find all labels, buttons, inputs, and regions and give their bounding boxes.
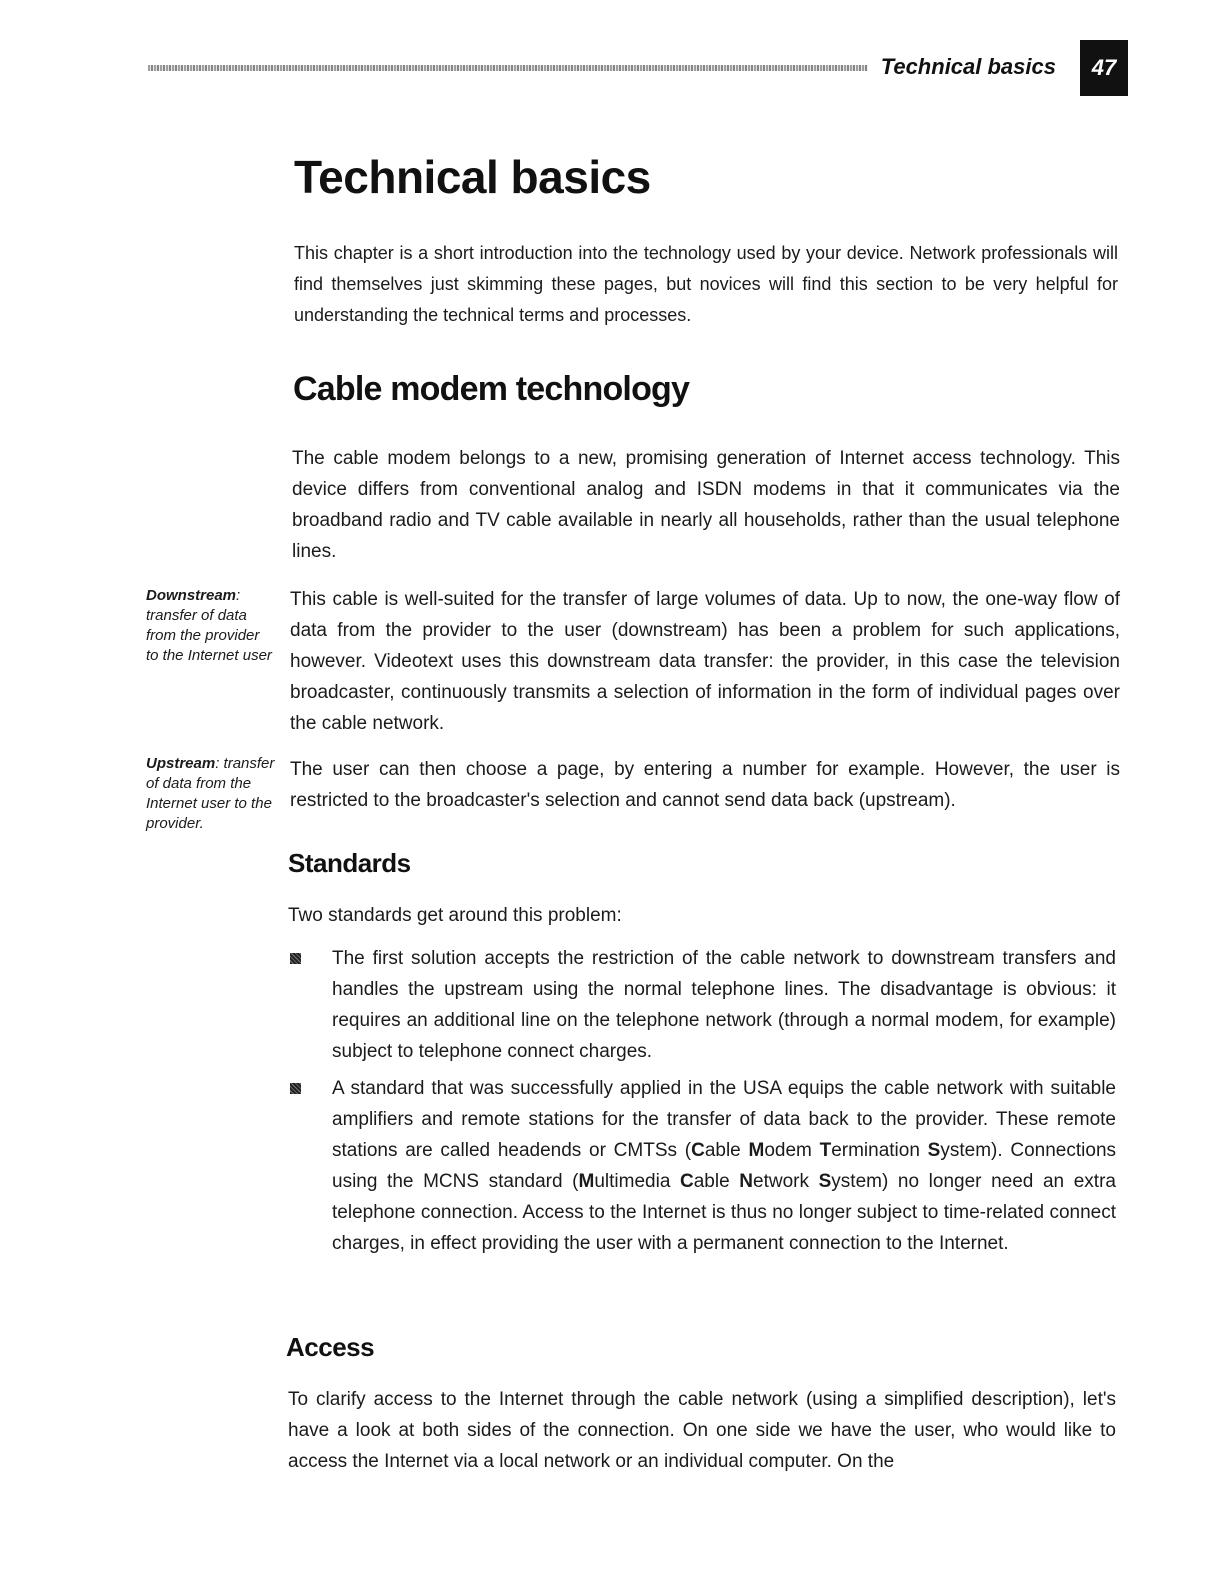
margin-note-definition: transfer of data from the provider to the Internet user bbox=[146, 607, 272, 664]
cable-modem-paragraph-3: The user can then choose a page, by entering a number for example. However, the user is restricted to the broadcaster's selection and cannot send data back (upstream). bbox=[290, 759, 1120, 811]
section-heading-standards: Standards bbox=[288, 848, 411, 878]
section-heading-cable-modem: Cable modem technology bbox=[293, 370, 690, 408]
margin-note-upstream: Upstream: transfer of data from the Internet user to the provider. bbox=[146, 755, 275, 832]
margin-note-term: Downstream bbox=[146, 587, 237, 604]
bullet-text: The first solution accepts the restriction of the cable network to downstream transfers and handles the upstream using the normal telephone lines. The disadvantage is obvious: it requires an additional line on the telephone network (through a normal modem, for example) subject to telephone connect charges. bbox=[332, 948, 1116, 1062]
access-paragraph: To clarify access to the Internet through the cable network (using a simplified description), let's have a look at both sides of the connection. On one side we have the user, who would like to access the Internet via a local network or an individual computer. On the bbox=[288, 1389, 1116, 1472]
cable-modem-paragraph-1: The cable modem belongs to a new, promising generation of Internet access technology. This device differs from conventional analog and ISDN modems in that it communicates via the broadband radio and TV cable available in nearly all households, rather than the usual telephone lines. bbox=[292, 448, 1120, 562]
running-header bbox=[148, 40, 1128, 96]
header-rule bbox=[148, 65, 868, 71]
section-heading-access: Access bbox=[286, 1332, 375, 1362]
list-item bbox=[286, 1073, 1116, 1259]
bullet-icon bbox=[290, 1083, 301, 1094]
margin-note-definition: transfer of data from the Internet user to the provider. bbox=[146, 755, 275, 832]
margin-note-term: Upstream bbox=[146, 755, 216, 772]
chapter-title: Technical basics bbox=[294, 151, 651, 203]
list-item bbox=[286, 943, 1116, 1067]
bullet-text: A standard that was successfully applied in the USA equips the cable network with suitable amplifiers and remote stations for the transfer of data back to the provider. These remote stations are called headends or CMTSs (Cable Modem Termination System). Connections using the MCNS standard (Multimedia Cable Network System) no longer need an extra telephone connection. Access to the Internet is thus no longer subject to time-related connect charges, in effect providing the user with a permanent connection to the Internet. bbox=[332, 1078, 1117, 1254]
intro-paragraph: This chapter is a short introduction into the technology used by your device. Network professionals will find themselves just skimming these pages, but novices will find this section to be very helpful for understanding the technical terms and processes. bbox=[294, 243, 1118, 325]
cable-modem-paragraph-2: This cable is well-suited for the transfer of large volumes of data. Up to now, the one-way flow of data from the provider to the user (downstream) has been a problem for such applications, however. Videotext uses this downstream data transfer: the provider, in this case the television broadcaster, continuously transmits a selection of information in the form of individual pages over the cable network. bbox=[290, 589, 1120, 734]
running-header-title: Technical basics bbox=[880, 54, 1056, 79]
standards-intro: Two standards get around this problem: bbox=[288, 905, 622, 926]
margin-note-downstream: Downstream: transfer of data from the provider to the Internet user bbox=[146, 587, 272, 664]
bullet-icon bbox=[290, 953, 301, 964]
standards-list bbox=[286, 943, 1116, 1265]
page-number: 47 bbox=[1080, 40, 1128, 96]
